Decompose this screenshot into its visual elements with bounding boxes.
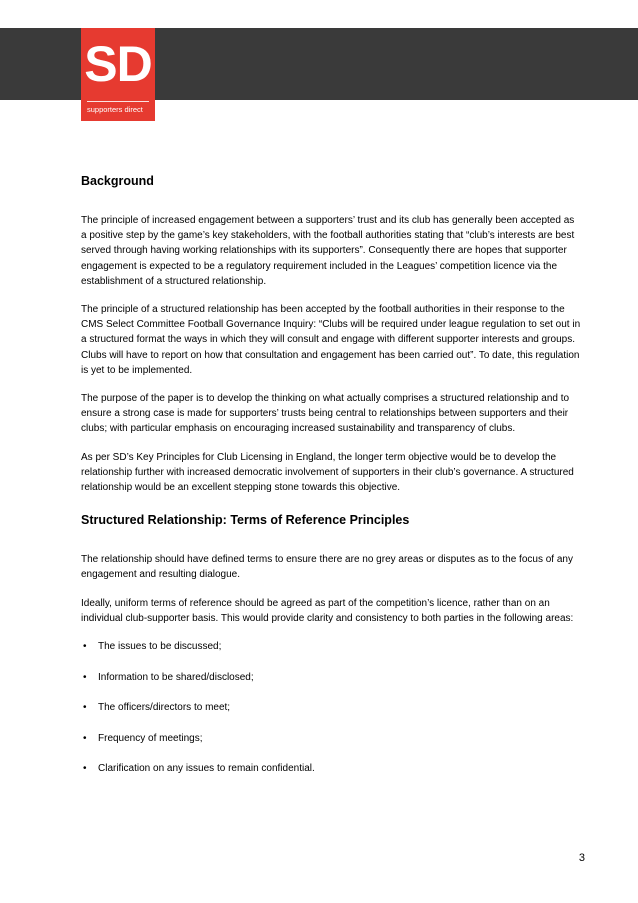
list-item-text: Clarification on any issues to remain confidential.: [98, 763, 315, 775]
list-item-text: Information to be shared/disclosed;: [98, 671, 254, 683]
background-paragraph-3: The purpose of the paper is to develop the thinking on what actually comprises a structured relationship and to ensure a strong case is made for supporters’ trusts being central to relationships between supporters and their clubs; with particular emphasis on encouraging increased sustainability and transparency of clubs.: [81, 393, 570, 435]
logo-divider: [87, 101, 149, 102]
list-item-text: The officers/directors to meet;: [98, 702, 231, 714]
list-item: [81, 731, 581, 746]
bullet-icon: •: [83, 641, 87, 653]
list-item: [81, 639, 581, 654]
terms-bullet-list: [81, 639, 581, 776]
terms-paragraph-1: The relationship should have defined terms to ensure there are no grey areas or disputes as to the focus of any engagement and resulting dialogue.: [81, 554, 573, 581]
list-item: [81, 761, 581, 776]
list-item: [81, 670, 581, 685]
supporters-direct-logo: [81, 28, 155, 121]
bullet-icon: •: [83, 732, 87, 744]
logo-mark: SD: [84, 36, 152, 92]
terms-paragraph-2: Ideally, uniform terms of reference should be agreed as part of the competition’s licence, rather than on an individual club-supporter basis. This would provide clarity and consistency to both parties in the following areas:: [81, 597, 574, 624]
bullet-icon: •: [83, 763, 87, 775]
page-number: 3: [578, 852, 585, 864]
logo-tagline: supporters direct: [87, 105, 143, 114]
bullet-icon: •: [83, 671, 87, 683]
bullet-icon: •: [83, 702, 87, 714]
background-paragraph-4: As per SD’s Key Principles for Club Licensing in England, the longer term objective would be to develop the relationship further with increased democratic involvement of supporters in their club’s governance. A structured relationship would be an excellent stepping stone towards this objective.: [81, 451, 574, 494]
list-item-text: The issues to be discussed;: [98, 641, 222, 653]
document-body: [81, 172, 581, 792]
background-paragraph-2: The principle of a structured relationship has been accepted by the football authorities in their response to the CMS Select Committee Football Governance Inquiry: “Clubs will be required under league regulation to set out in a structured format the ways in which they will consult and engage with different supporter interests and groups. Clubs will have to report on how that consultation and engagement has been carried out”. To date, this regulation is yet to be implemented.: [81, 304, 581, 376]
list-item-text: Frequency of meetings;: [98, 732, 203, 744]
heading-background: Background: [81, 174, 154, 188]
list-item: [81, 700, 581, 715]
heading-terms-of-reference: Structured Relationship: Terms of Reference Principles: [81, 513, 410, 528]
background-paragraph-1: The principle of increased engagement between a supporters’ trust and its club has generally been accepted as a positive step by the game’s key stakeholders, with the football authorities stating that “club’s interests are best served through having working relationships with its supporters”. Consequently there are hopes that supporter engagement is expected to be a regulatory requirement included in the Leagues’ competition licence via the establishment of a structured relationship.: [81, 215, 575, 287]
